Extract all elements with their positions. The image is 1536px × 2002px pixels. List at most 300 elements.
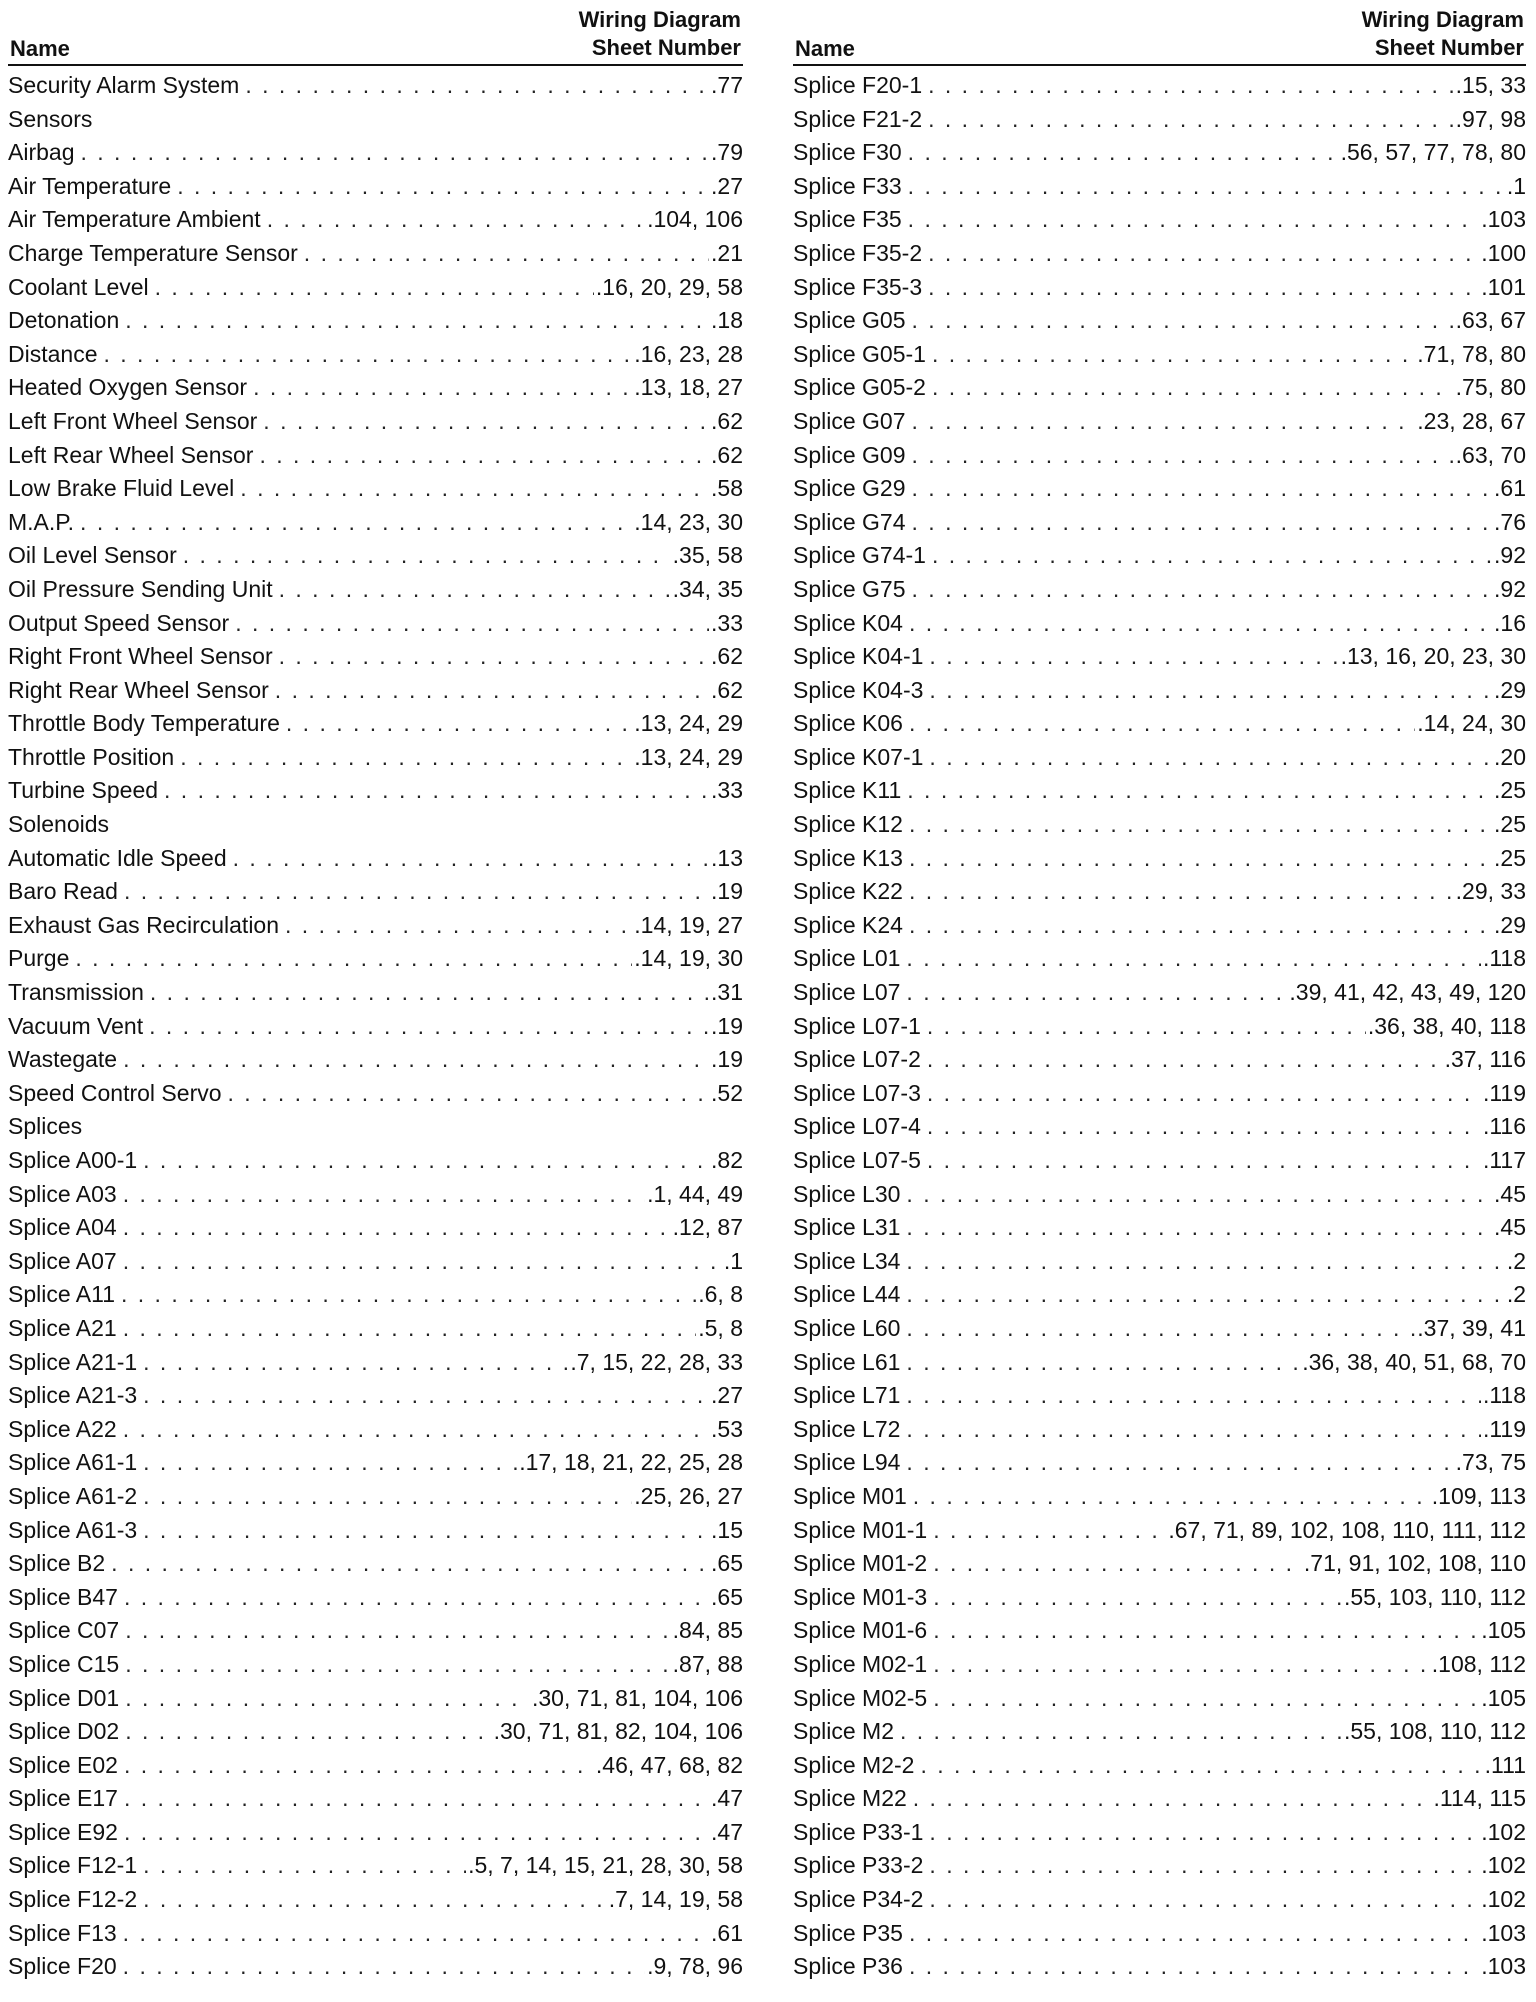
entry-sheet-numbers: .118 xyxy=(1482,945,1526,972)
entry-sheet-numbers: .37, 116 xyxy=(1444,1046,1526,1073)
index-entry xyxy=(8,1446,743,1480)
index-entry xyxy=(793,506,1526,540)
entry-name: Baro Read xyxy=(8,878,118,905)
index-entry xyxy=(8,1379,743,1413)
index-entry xyxy=(8,1917,743,1951)
entry-name: Right Front Wheel Sensor xyxy=(8,643,273,670)
entry-name: Air Temperature Ambient xyxy=(8,206,261,233)
entry-name: Splice C07 xyxy=(8,1617,120,1644)
index-entry xyxy=(793,1782,1526,1816)
dot-leader xyxy=(933,1581,1342,1615)
index-entry xyxy=(793,170,1526,204)
entry-name: Oil Level Sensor xyxy=(8,542,177,569)
entry-sheet-numbers: .2 xyxy=(1506,1281,1526,1308)
entry-sheet-numbers: .13, 16, 20, 23, 30 xyxy=(1340,643,1526,670)
dot-leader xyxy=(245,69,709,103)
entry-name: Splice L01 xyxy=(793,945,901,972)
index-entry xyxy=(793,405,1526,439)
entry-name: Splice L31 xyxy=(793,1214,901,1241)
index-entry xyxy=(8,1514,743,1548)
index-entry xyxy=(793,1346,1526,1380)
index-column-left xyxy=(8,0,743,1984)
entry-name: Splice L94 xyxy=(793,1449,901,1476)
entry-sheet-numbers: .71, 91, 102, 108, 110 xyxy=(1303,1550,1526,1577)
entry-sheet-numbers: .20 xyxy=(1494,743,1526,770)
dot-leader xyxy=(150,976,709,1010)
index-entry xyxy=(793,1178,1526,1212)
entry-name: Splice P35 xyxy=(793,1919,903,1946)
entry-name: Splice P33-1 xyxy=(793,1818,924,1845)
entry-sheet-numbers: .92 xyxy=(1494,542,1526,569)
dot-leader xyxy=(180,741,632,775)
entry-sheet-numbers: .108, 112 xyxy=(1431,1650,1526,1677)
entry-sheet-numbers: .65 xyxy=(711,1550,743,1577)
index-entry xyxy=(8,1077,743,1111)
dot-leader xyxy=(240,472,709,506)
index-entry xyxy=(793,607,1526,641)
dot-leader xyxy=(908,136,1339,170)
dot-leader xyxy=(927,1010,1366,1044)
entry-sheet-numbers: .45 xyxy=(1494,1214,1526,1241)
dot-leader xyxy=(906,1379,1481,1413)
entry-sheet-numbers: .62 xyxy=(711,643,743,670)
dot-leader xyxy=(927,1144,1481,1178)
dot-leader xyxy=(177,170,709,204)
dot-leader xyxy=(909,1950,1479,1984)
index-entry xyxy=(793,271,1526,305)
entry-sheet-numbers: .25 xyxy=(1494,811,1526,838)
dot-leader xyxy=(927,1043,1443,1077)
entry-name: Splice A21-1 xyxy=(8,1348,138,1375)
entry-sheet-numbers: .75, 80 xyxy=(1455,374,1526,401)
entry-sheet-numbers: .46, 47, 68, 82 xyxy=(595,1751,743,1778)
entry-name: Splice F12-2 xyxy=(8,1886,138,1913)
entry-sheet-numbers: .7, 14, 19, 58 xyxy=(608,1886,743,1913)
index-entry xyxy=(8,539,743,573)
entry-sheet-numbers: .21 xyxy=(711,239,743,266)
index-entry xyxy=(793,1950,1526,1984)
dot-leader xyxy=(164,774,709,808)
dot-leader xyxy=(123,1917,709,1951)
entry-sheet-numbers: .82 xyxy=(711,1147,743,1173)
index-entry xyxy=(793,1917,1526,1951)
entry-sheet-numbers: .25 xyxy=(1494,777,1526,804)
entry-name: Splice E92 xyxy=(8,1818,118,1845)
entry-sheet-numbers: .62 xyxy=(711,441,743,468)
dot-leader xyxy=(906,1312,1415,1346)
index-entry xyxy=(8,338,743,372)
entry-name: Splice M02-1 xyxy=(793,1650,928,1677)
dot-leader xyxy=(143,1144,709,1178)
dot-leader xyxy=(906,942,1481,976)
entry-sheet-numbers: .25, 26, 27 xyxy=(634,1482,743,1509)
entry-name: Throttle Position xyxy=(8,743,175,770)
entry-name: Splice A00-1 xyxy=(8,1147,138,1173)
entry-sheet-numbers: .14, 24, 30 xyxy=(1417,710,1526,737)
entry-name: Splice F35-2 xyxy=(793,239,923,266)
dot-leader xyxy=(80,136,709,170)
entry-sheet-numbers: .14, 23, 30 xyxy=(634,508,743,535)
entry-name: Heated Oxygen Sensor xyxy=(8,374,248,401)
dot-leader xyxy=(913,1480,1430,1514)
entry-sheet-numbers: .105 xyxy=(1481,1617,1526,1644)
entry-sheet-numbers: .62 xyxy=(711,407,743,434)
entry-name: Splice L07-2 xyxy=(793,1046,921,1073)
entry-name: Security Alarm System xyxy=(8,72,240,98)
dot-leader xyxy=(900,1715,1342,1749)
dot-leader xyxy=(933,1547,1302,1581)
dot-leader xyxy=(932,539,1492,573)
dot-leader xyxy=(123,1950,645,1984)
index-entry xyxy=(8,1682,743,1716)
entry-name: Purge xyxy=(8,945,70,972)
entry-sheet-numbers: .6, 8 xyxy=(698,1281,743,1308)
dot-leader xyxy=(143,1480,632,1514)
entry-sheet-numbers: .111 xyxy=(1484,1751,1526,1778)
dot-leader xyxy=(233,842,709,876)
dot-leader xyxy=(304,237,709,271)
entry-name: Splice L72 xyxy=(793,1415,901,1442)
index-entry xyxy=(793,539,1526,573)
index-entry xyxy=(793,1514,1526,1548)
entry-name: Solenoids xyxy=(8,811,110,838)
entry-name: Low Brake Fluid Level xyxy=(8,475,235,502)
index-entry xyxy=(793,1480,1526,1514)
dot-leader xyxy=(908,170,1505,204)
dot-leader xyxy=(906,1413,1481,1447)
entry-name: M.A.P. xyxy=(8,508,75,535)
entry-sheet-numbers: .97, 98 xyxy=(1455,105,1526,132)
dot-leader xyxy=(906,1245,1504,1279)
dot-leader xyxy=(80,506,632,540)
entry-name: Splice B47 xyxy=(8,1583,118,1610)
entry-sheet-numbers: .1 xyxy=(1506,172,1526,199)
dot-leader xyxy=(103,338,632,372)
index-entry xyxy=(793,103,1526,137)
dot-leader xyxy=(906,1346,1300,1380)
index-entry xyxy=(8,741,743,775)
dot-leader xyxy=(912,304,1454,338)
index-entry xyxy=(8,1480,743,1514)
entry-sheet-numbers: .18 xyxy=(711,307,743,334)
entry-name: Distance xyxy=(8,340,98,367)
entry-name: Splice A61-2 xyxy=(8,1482,138,1509)
dot-leader xyxy=(928,237,1479,271)
index-entry xyxy=(8,1782,743,1816)
entry-sheet-numbers: .73, 75 xyxy=(1455,1449,1526,1476)
dot-leader xyxy=(912,506,1493,540)
index-entry xyxy=(8,1849,743,1883)
entry-name: Right Rear Wheel Sensor xyxy=(8,676,269,703)
entry-name: Splice L07-5 xyxy=(793,1147,921,1173)
entry-sheet-numbers: .77 xyxy=(711,72,743,98)
entry-name: Air Temperature xyxy=(8,172,172,199)
entry-name: Splice L30 xyxy=(793,1180,901,1207)
entry-name: Splice K04 xyxy=(793,609,903,636)
index-entry xyxy=(8,942,743,976)
entry-sheet-numbers: .55, 108, 110, 112 xyxy=(1343,1718,1526,1745)
index-entry xyxy=(793,1581,1526,1615)
entry-sheet-numbers: .13, 18, 27 xyxy=(634,374,743,401)
entry-sheet-numbers: .119 xyxy=(1482,1415,1526,1442)
dot-leader xyxy=(235,607,709,641)
dot-leader xyxy=(920,1749,1482,1783)
entry-name: Wastegate xyxy=(8,1046,118,1073)
index-entry xyxy=(8,506,743,540)
index-entry xyxy=(8,1312,743,1346)
index-entry xyxy=(793,472,1526,506)
entry-sheet-numbers: .103 xyxy=(1481,1953,1526,1980)
entry-name: Splice P34-2 xyxy=(793,1886,924,1913)
entry-sheet-numbers: .35, 58 xyxy=(672,542,743,569)
entry-name: Splice L44 xyxy=(793,1281,901,1308)
index-entry xyxy=(793,1648,1526,1682)
index-entry xyxy=(8,1346,743,1380)
entry-name: Vacuum Vent xyxy=(8,1012,144,1039)
index-entry xyxy=(8,1614,743,1648)
entry-sheet-numbers: .61 xyxy=(1494,475,1526,502)
entry-sheet-numbers: .36, 38, 40, 118 xyxy=(1367,1012,1526,1039)
entry-name: Splice A11 xyxy=(8,1281,115,1308)
entry-sheet-numbers: .15 xyxy=(711,1516,743,1543)
column-header xyxy=(793,0,1526,66)
entry-sheet-numbers: .29 xyxy=(1494,676,1526,703)
entry-name: Splice L34 xyxy=(793,1247,901,1274)
entry-name: Splice A04 xyxy=(8,1214,117,1241)
dot-leader xyxy=(906,1178,1492,1212)
index-list-left xyxy=(8,69,743,1984)
entry-sheet-numbers: .12, 87 xyxy=(672,1214,743,1241)
dot-leader xyxy=(75,942,632,976)
entry-name: Splice L07-1 xyxy=(793,1012,921,1039)
sheet-number-column-heading xyxy=(1362,6,1524,62)
index-entry xyxy=(793,774,1526,808)
entry-sheet-numbers: .105 xyxy=(1481,1684,1526,1711)
dot-leader xyxy=(933,1682,1479,1716)
entry-sheet-numbers: .14, 19, 30 xyxy=(634,945,743,972)
entry-sheet-numbers: .117 xyxy=(1482,1147,1526,1173)
index-entry xyxy=(793,136,1526,170)
index-entry xyxy=(793,942,1526,976)
index-entry xyxy=(8,1178,743,1212)
entry-name: Splice A21-3 xyxy=(8,1382,138,1409)
dot-leader xyxy=(929,1816,1479,1850)
dot-leader xyxy=(123,1245,722,1279)
entry-sheet-numbers: .45 xyxy=(1494,1180,1526,1207)
sheet-number-column-heading xyxy=(579,6,741,62)
entry-name: Splice L07-3 xyxy=(793,1079,921,1106)
entry-sheet-numbers: .9, 78, 96 xyxy=(647,1953,743,1980)
entry-name: Splice G74-1 xyxy=(793,542,926,569)
entry-sheet-numbers: .39, 41, 42, 43, 49, 120 xyxy=(1289,979,1526,1006)
entry-name: Splice E17 xyxy=(8,1785,118,1812)
index-entry xyxy=(793,1245,1526,1279)
dot-leader xyxy=(927,1077,1481,1111)
entry-name: Splices xyxy=(8,1113,83,1140)
entry-sheet-numbers: .14, 19, 27 xyxy=(634,911,743,938)
index-entry xyxy=(8,371,743,405)
index-entry xyxy=(8,271,743,305)
entry-name: Exhaust Gas Recirculation xyxy=(8,911,280,938)
entry-sheet-numbers: .7, 15, 22, 28, 33 xyxy=(570,1348,743,1375)
entry-sheet-numbers: .1, 44, 49 xyxy=(647,1180,743,1207)
index-entry xyxy=(8,1547,743,1581)
index-entry xyxy=(8,1648,743,1682)
index-entry xyxy=(8,1413,743,1447)
entry-name: Splice B2 xyxy=(8,1550,106,1577)
entry-sheet-numbers: .2 xyxy=(1506,1247,1526,1274)
entry-sheet-numbers: .92 xyxy=(1494,575,1526,602)
dot-leader xyxy=(149,1010,709,1044)
dot-leader xyxy=(228,1077,710,1111)
dot-leader xyxy=(929,1849,1479,1883)
index-entry xyxy=(8,1010,743,1044)
index-entry xyxy=(8,405,743,439)
entry-name: Splice A07 xyxy=(8,1247,117,1274)
dot-leader xyxy=(123,1178,645,1212)
index-entry xyxy=(8,774,743,808)
dot-leader xyxy=(927,1110,1481,1144)
dot-leader xyxy=(909,707,1415,741)
entry-sheet-numbers: .118 xyxy=(1482,1382,1526,1409)
entry-sheet-numbers: .47 xyxy=(711,1818,743,1845)
dot-leader xyxy=(912,405,1416,439)
dot-leader xyxy=(933,1614,1479,1648)
entry-sheet-numbers: .5, 8 xyxy=(698,1314,743,1341)
entry-sheet-numbers: .52 xyxy=(711,1079,743,1106)
entry-sheet-numbers: .29, 33 xyxy=(1455,878,1526,905)
index-entry xyxy=(8,707,743,741)
index-entry xyxy=(793,909,1526,943)
dot-leader xyxy=(909,842,1492,876)
entry-sheet-numbers: .36, 38, 40, 51, 68, 70 xyxy=(1302,1348,1526,1375)
entry-sheet-numbers: .16 xyxy=(1494,609,1526,636)
column-header xyxy=(8,0,743,66)
index-entry xyxy=(793,1312,1526,1346)
index-entry xyxy=(8,842,743,876)
dot-leader xyxy=(929,674,1492,708)
entry-name: Splice A21 xyxy=(8,1314,117,1341)
entry-sheet-numbers: .47 xyxy=(711,1785,743,1812)
dot-leader xyxy=(932,338,1415,372)
entry-name: Splice K04-1 xyxy=(793,643,924,670)
entry-name: Splice L60 xyxy=(793,1314,901,1341)
index-entry xyxy=(8,1749,743,1783)
entry-sheet-numbers: .100 xyxy=(1481,239,1526,266)
entry-sheet-numbers: .102 xyxy=(1481,1852,1526,1879)
entry-name: Coolant Level xyxy=(8,273,149,300)
index-entry xyxy=(793,1278,1526,1312)
dot-leader xyxy=(123,1413,709,1447)
index-entry xyxy=(793,1547,1526,1581)
index-entry xyxy=(8,170,743,204)
entry-sheet-numbers: .27 xyxy=(711,1382,743,1409)
entry-name: Detonation xyxy=(8,307,120,334)
entry-name: Splice M22 xyxy=(793,1785,907,1812)
entry-sheet-numbers: .34, 35 xyxy=(672,575,743,602)
entry-sheet-numbers: .71, 78, 80 xyxy=(1417,340,1526,367)
entry-name: Splice G05 xyxy=(793,307,906,334)
entry-name: Splice K04-3 xyxy=(793,676,924,703)
index-entry xyxy=(793,203,1526,237)
entry-name: Splice D01 xyxy=(8,1684,120,1711)
dot-leader xyxy=(124,1749,594,1783)
dot-leader xyxy=(155,271,594,305)
entry-name: Splice G29 xyxy=(793,475,906,502)
entry-sheet-numbers: .5, 7, 14, 15, 21, 28, 30, 58 xyxy=(468,1852,743,1879)
index-entry xyxy=(793,1413,1526,1447)
dot-leader xyxy=(906,1211,1492,1245)
entry-sheet-numbers: .65 xyxy=(711,1583,743,1610)
entry-sheet-numbers: .19 xyxy=(711,1012,743,1039)
dot-leader xyxy=(125,1715,491,1749)
index-entry xyxy=(793,1110,1526,1144)
name-column-heading: Name xyxy=(795,36,855,61)
dot-leader xyxy=(928,69,1454,103)
dot-leader xyxy=(124,1782,709,1816)
dot-leader xyxy=(143,1514,709,1548)
index-entry xyxy=(793,1715,1526,1749)
entry-name: Splice M02-5 xyxy=(793,1684,928,1711)
entry-sheet-numbers: .27 xyxy=(711,172,743,199)
index-group-heading xyxy=(8,103,743,137)
index-entry xyxy=(793,237,1526,271)
index-entry xyxy=(8,1883,743,1917)
dot-leader xyxy=(259,439,709,473)
dot-leader xyxy=(125,1614,670,1648)
dot-leader xyxy=(932,371,1454,405)
entry-sheet-numbers: .29 xyxy=(1494,911,1526,938)
entry-sheet-numbers: .17, 18, 21, 22, 25, 28 xyxy=(519,1449,743,1476)
index-entry xyxy=(8,607,743,641)
index-entry xyxy=(793,808,1526,842)
index-entry xyxy=(8,1950,743,1984)
entry-name: Sensors xyxy=(8,105,93,132)
dot-leader xyxy=(143,1446,517,1480)
dot-leader xyxy=(912,472,1493,506)
entry-name: Splice P36 xyxy=(793,1953,903,1980)
entry-name: Airbag xyxy=(8,139,75,166)
dot-leader xyxy=(933,1648,1430,1682)
sheet-heading-line-2: Sheet Number xyxy=(1374,35,1524,60)
entry-sheet-numbers: .87, 88 xyxy=(672,1650,743,1677)
entry-sheet-numbers: .30, 71, 81, 82, 104, 106 xyxy=(493,1718,743,1745)
entry-name: Splice K13 xyxy=(793,844,903,871)
dot-leader xyxy=(125,1648,670,1682)
index-entry xyxy=(8,203,743,237)
dot-leader xyxy=(121,1278,696,1312)
entry-sheet-numbers: .33 xyxy=(711,609,743,636)
entry-name: Splice F30 xyxy=(793,139,902,166)
entry-name: Splice C15 xyxy=(8,1650,120,1677)
entry-name: Splice M2 xyxy=(793,1718,894,1745)
dot-leader xyxy=(125,304,709,338)
entry-name: Splice G05-1 xyxy=(793,340,926,367)
dot-leader xyxy=(928,103,1454,137)
index-entry xyxy=(793,707,1526,741)
entry-name: Splice K22 xyxy=(793,878,903,905)
entry-name: Speed Control Servo xyxy=(8,1079,222,1106)
index-entry xyxy=(8,1245,743,1279)
index-entry xyxy=(793,1446,1526,1480)
entry-name: Splice K11 xyxy=(793,777,902,804)
entry-name: Splice F21-2 xyxy=(793,105,923,132)
entry-sheet-numbers: .103 xyxy=(1481,1919,1526,1946)
entry-name: Splice G07 xyxy=(793,407,906,434)
entry-name: Splice M2-2 xyxy=(793,1751,915,1778)
dot-leader xyxy=(906,1446,1453,1480)
entry-sheet-numbers: .1 xyxy=(723,1247,743,1274)
